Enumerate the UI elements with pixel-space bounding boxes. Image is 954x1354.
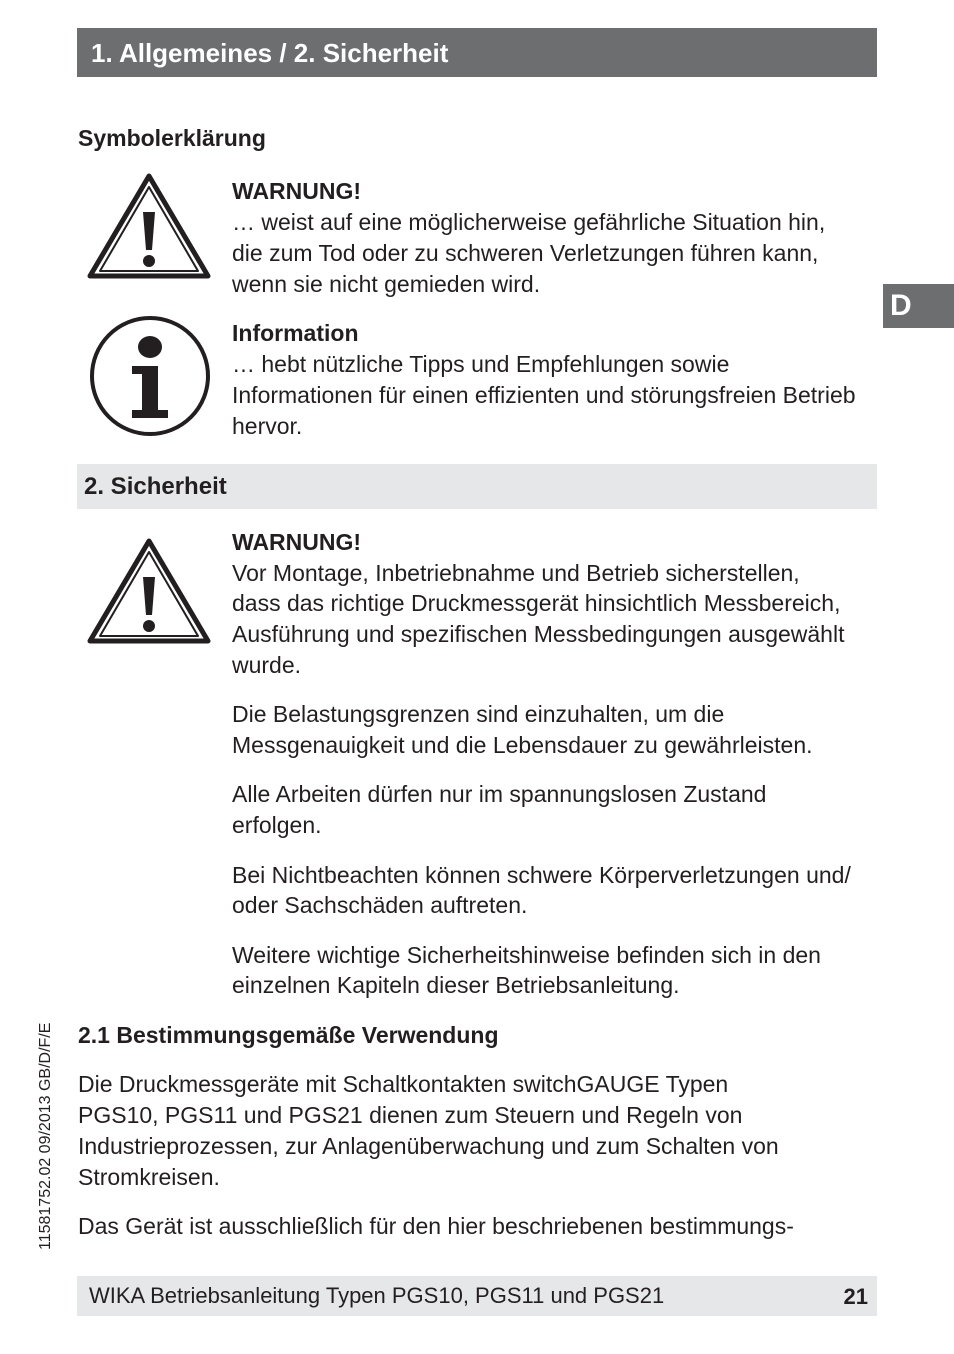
symbol-warning-line: … weist auf eine möglicherweise gefährliche Situation hin, bbox=[232, 209, 826, 235]
intended-use-line: Industrieprozessen, zur Anlagenüberwachung und zum Schalten von bbox=[78, 1133, 779, 1159]
warning-icon bbox=[86, 535, 212, 647]
safety-warning-title: WARNUNG! bbox=[232, 529, 362, 555]
symbol-warning-line: die zum Tod oder zu schweren Verletzungen führen kann, bbox=[232, 240, 819, 266]
safety-paragraph-line: Messgenauigkeit und die Lebensdauer zu gewährleisten. bbox=[232, 732, 813, 758]
footer-title: WIKA Betriebsanleitung Typen PGS10, PGS11 und PGS21 bbox=[89, 1283, 665, 1308]
safety-paragraph-line: Bei Nichtbeachten können schwere Körperverletzungen und/ bbox=[232, 862, 851, 888]
symbol-warning-line: wenn sie nicht gemieden wird. bbox=[232, 271, 541, 297]
document-code: 11581752.02 09/2013 GB/D/F/E bbox=[37, 1022, 54, 1250]
safety-paragraph-line: Alle Arbeiten dürfen nur im spannungslosen Zustand bbox=[232, 781, 767, 807]
symbol-info-line: hervor. bbox=[232, 413, 303, 439]
symbols-heading: Symbolerklärung bbox=[78, 125, 266, 151]
symbol-warning-title: WARNUNG! bbox=[232, 178, 362, 204]
symbol-info-line: … hebt nützliche Tipps und Empfehlungen sowie bbox=[232, 351, 730, 377]
intended-use-heading: 2.1 Bestimmungsgemäße Verwendung bbox=[78, 1022, 499, 1048]
warning-icon bbox=[86, 170, 212, 282]
safety-paragraph-line: erfolgen. bbox=[232, 812, 322, 838]
intended-use-line: PGS10, PGS11 und PGS21 dienen zum Steuern und Regeln von bbox=[78, 1102, 743, 1128]
chapter-header bbox=[77, 28, 877, 77]
intended-use-line: Die Druckmessgeräte mit Schaltkontakten switchGAUGE Typen bbox=[78, 1071, 729, 1097]
intended-use-line: Das Gerät ist ausschließlich für den hier beschriebenen bestimmungs- bbox=[78, 1213, 794, 1239]
safety-warning-line: wurde. bbox=[232, 652, 302, 678]
safety-paragraph-line: Weitere wichtige Sicherheitshinweise befinden sich in den bbox=[232, 942, 821, 968]
language-tab-label: D bbox=[890, 289, 912, 322]
safety-warning-line: dass das richtige Druckmessgerät hinsichtlich Messbereich, bbox=[232, 590, 841, 616]
language-tab bbox=[883, 284, 954, 328]
safety-paragraph-line: oder Sachschäden auftreten. bbox=[232, 892, 528, 918]
page-number: 21 bbox=[843, 1284, 868, 1309]
intended-use-line: Stromkreisen. bbox=[78, 1164, 220, 1190]
page-footer bbox=[77, 1276, 877, 1316]
safety-paragraph-line: einzelnen Kapiteln dieser Betriebsanleitung. bbox=[232, 972, 680, 998]
safety-warning-line: Ausführung und spezifischen Messbedingungen ausgewählt bbox=[232, 621, 845, 647]
information-icon bbox=[88, 314, 212, 438]
safety-paragraph-line: Die Belastungsgrenzen sind einzuhalten, um die bbox=[232, 701, 725, 727]
section-heading-bar bbox=[77, 464, 877, 509]
symbol-info-line: Informationen für einen effizienten und störungsfreien Betrieb bbox=[232, 382, 856, 408]
safety-warning-line: Vor Montage, Inbetriebnahme und Betrieb sicherstellen, bbox=[232, 560, 800, 586]
chapter-title: 1. Allgemeines / 2. Sicherheit bbox=[91, 38, 449, 68]
symbol-info-title: Information bbox=[232, 320, 359, 346]
section-heading: 2. Sicherheit bbox=[84, 473, 227, 500]
